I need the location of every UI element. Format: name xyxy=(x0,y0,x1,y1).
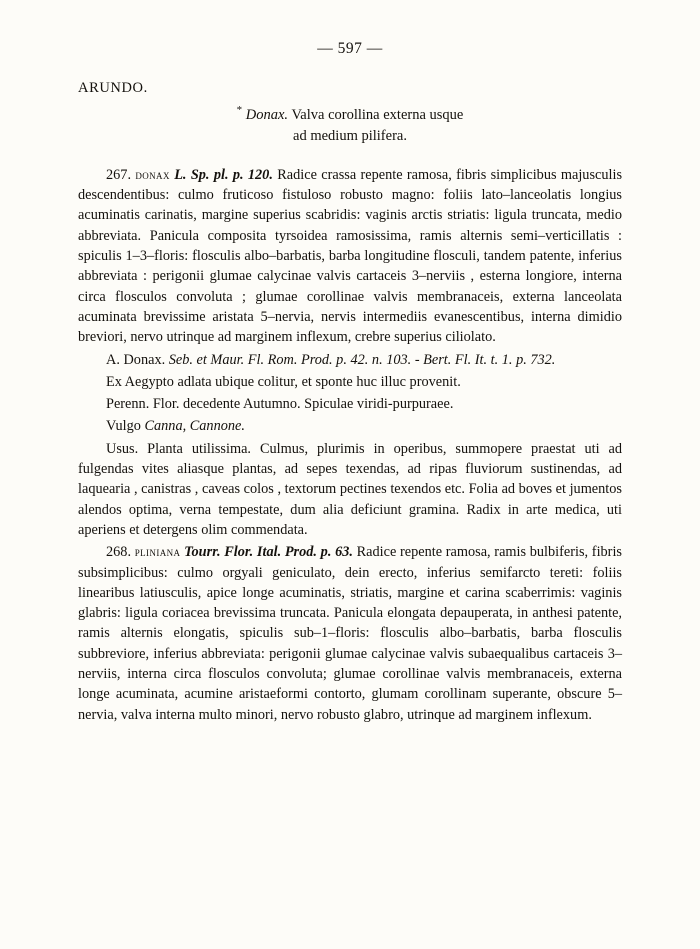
entry-epithet: donax xyxy=(135,167,170,182)
synonym-name: A. Donax. xyxy=(106,351,166,368)
vulgo-label: Vulgo xyxy=(106,418,141,435)
entry-267-note-1: Ex Aegypto adlata ubique colitur, et sponte huc illuc provenit. xyxy=(106,373,461,390)
entry-authority: L. Sp. pl. p. 120. xyxy=(174,166,273,183)
genus-heading: ARUNDO. xyxy=(78,80,148,96)
synonym-reference: Seb. et Maur. Fl. Rom. Prod. p. 42. n. 103. - Bert. Fl. It. t. 1. p. 732. xyxy=(168,351,556,368)
section-name: Donax. xyxy=(245,106,289,123)
section-note-line1: Valva corollina externa usque xyxy=(291,106,464,123)
entry-267 xyxy=(78,165,622,348)
entry-267-vulgo xyxy=(78,416,622,436)
usus-text: Planta utilissima. Culmus, plurimis in operibus, summopere praestat uti ad fulgendas vites aliasque plantas, ad sepes texendas, ad ripas fluviorum sustinendas, ad laquearia , canistras , caveas colos , textorum pectines texendos etc. Folia ad boves et jumentos alendos optima, verna tempestate, dum alia deficiunt gramina. Radix in arte medica, uti aperiens et detergens olim commendata. xyxy=(78,440,622,538)
entry-267-synonym xyxy=(78,350,622,370)
page-number: — 597 — xyxy=(317,40,383,57)
vulgo-names: Canna, Cannone. xyxy=(144,418,245,435)
entry-epithet: pliniana xyxy=(134,545,181,560)
section-note-line2: ad medium pilifera. xyxy=(293,127,407,144)
entry-authority: Tourr. Flor. Ital. Prod. p. 63. xyxy=(184,544,353,561)
entry-description: Radice crassa repente ramosa, fibris simplicibus majusculis descendentibus: culmo fruticoso fistuloso robusto magno: foliis lato–lanceolatis longius acuminatis carinatis, margine superius scabridis: vaginis arctis striatis: ligula truncata, medio abbreviata. Panicula composita tyrsoidea ramosissima, ramis alternis semi–verticillatis : spiculis 1–3–floris: flosculis albo–barbatis, barba longitudine flosculi, tandem patente, inferius abbreviata : perigonii glumae calycinae valvis cartaceis 3–nerviis , esterna longiore, interna circa flosculos convoluta ; glumae corollinae valvis membranaceis, externa lanceolata acuminata brevissime aristata 5–nervia, nervis intermediis evanescentibus, interna dimidio breviori, nervo utrinque ad marginem inflexum, crebre superius ciliolato. xyxy=(78,166,623,346)
entry-number: 268. xyxy=(106,544,132,561)
entry-number: 267. xyxy=(106,166,132,183)
entry-267-usus xyxy=(78,439,622,540)
entry-268 xyxy=(78,542,622,725)
section-marker: * xyxy=(236,104,243,116)
entry-267-note-2: Perenn. Flor. decedente Autumno. Spiculae viridi-purpuraee. xyxy=(106,396,454,413)
entry-description: Radice repente ramosa, ramis bulbiferis, fibris subsimplicibus: culmo orgyali geniculato, dein erecto, inferius semifarcto tereti: foliis linearibus latiusculis, apice longe acuminatis, striatis, margine et carina scaberrimis: vaginis glabris: ligula coriacea brevissima truncata. Panicula elongata depauperata, in anthesi patente, ramis alternis elongatis, spiculis sub–1–floris: flosculis albo–barbatis, barba flosculis subbreviore, inferius abbreviata: perigonii glumae calycinae valvis subaequalibus cartaceis 3–nerviis, interna circa flosculos convoluta; glumae corollinae valvis membranaceis, externa longe acuminata, acumine aristaeformi contorto, glumam corollinam superante, obscure 5–nervia, valva interna multo minori, nervo robusto glabro, utrinque ad marginem inflexum. xyxy=(78,544,622,723)
usus-label: Usus. xyxy=(106,440,139,457)
section-note xyxy=(78,103,622,147)
